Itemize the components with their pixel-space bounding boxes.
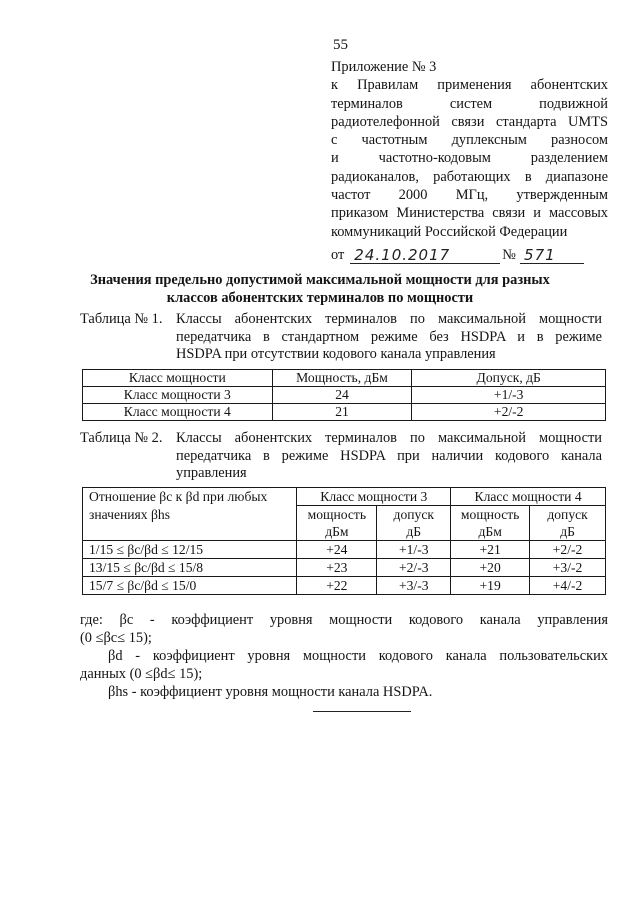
table-cell: 21 <box>272 404 412 421</box>
note-line: βd - коэффициент уровня мощности кодового канала пользовательских <box>108 648 608 664</box>
subheader-power-unit: дБм <box>297 523 377 541</box>
header-tolerance-db: Допуск, дБ <box>412 370 606 387</box>
table-row <box>83 541 606 559</box>
subheader-power: мощность <box>297 506 377 524</box>
table-cell: +3/-2 <box>530 559 606 577</box>
table-cell: +2/-3 <box>377 559 451 577</box>
power-class-table-2 <box>82 487 606 595</box>
table-cell: +4/-2 <box>530 577 606 595</box>
appendix-line: Приложение № 3 <box>331 59 437 75</box>
header-ratio-line: значениях βhs <box>89 507 171 522</box>
table-cell: Класс мощности 4 <box>83 404 273 421</box>
header-power-dbm: Мощность, дБм <box>272 370 412 387</box>
definitions-notes <box>80 611 608 701</box>
end-divider <box>313 711 411 712</box>
table-cell: +2/-2 <box>530 541 606 559</box>
table2-caption-line: передатчика в режиме HSDPA при наличии кодового канала <box>176 447 602 464</box>
table-cell: 1/15 ≤ βc/βd ≤ 12/15 <box>83 541 297 559</box>
header-class-4: Класс мощности 4 <box>451 488 606 506</box>
table-cell: +24 <box>297 541 377 559</box>
header-class-3: Класс мощности 3 <box>297 488 451 506</box>
handwritten-date: 24.10.2017 <box>350 247 500 264</box>
table-cell: Класс мощности 3 <box>83 387 273 404</box>
table1-caption-line: HSDPA при отсутствии кодового канала управления <box>176 346 496 362</box>
table-cell: +3/-3 <box>377 577 451 595</box>
note-line: где: βc - коэффициент уровня мощности кодового канала управления <box>80 612 608 628</box>
subheader-tolerance-unit: дБ <box>377 523 451 541</box>
appendix-line: приказом Министерства связи и массовых <box>331 205 608 222</box>
table-cell: 24 <box>272 387 412 404</box>
subheader-power-unit: дБм <box>451 523 530 541</box>
table-header-row <box>83 370 606 387</box>
appendix-line: коммуникаций Российской Федерации <box>331 223 568 240</box>
header-ratio <box>83 488 297 541</box>
date-prefix: от <box>331 246 345 263</box>
table2-caption-line: управления <box>176 465 247 481</box>
appendix-line: к Правилам применения абонентских <box>331 77 608 94</box>
table1-caption <box>80 311 602 364</box>
table-row <box>83 387 606 404</box>
header-power-class: Класс мощности <box>83 370 273 387</box>
table-cell: 13/15 ≤ βc/βd ≤ 15/8 <box>83 559 297 577</box>
table2-caption <box>80 430 602 483</box>
appendix-line: частот 2000 МГц, утвержденным <box>331 187 608 204</box>
table1-caption-line: Классы абонентских терминалов по максимальной мощности <box>176 311 602 327</box>
subheader-tolerance: допуск <box>530 506 606 524</box>
power-class-table-1 <box>82 369 606 421</box>
order-date-number-row <box>331 242 608 264</box>
appendix-line: радиотелефонной связи стандарта UMTS <box>331 113 608 130</box>
appendix-line: с частотным дуплексным разносом <box>331 132 608 149</box>
section-heading <box>90 271 550 307</box>
note-line: βhs - коэффициент уровня мощности канала HSDPA. <box>108 684 433 700</box>
table-row <box>83 559 606 577</box>
table-cell: +21 <box>451 541 530 559</box>
table-cell: 15/7 ≤ βc/βd ≤ 15/0 <box>83 577 297 595</box>
table2-caption-lead: Таблица № 2. <box>80 430 163 446</box>
table2-caption-line: Классы абонентских терминалов по максимальной мощности <box>176 430 602 446</box>
appendix-line: и частотно-кодовым разделением <box>331 150 608 167</box>
note-line: данных (0 ≤βd≤ 15); <box>80 666 203 682</box>
heading-line: Значения предельно допустимой максимальной мощности для разных <box>90 272 550 288</box>
appendix-line: терминалов систем подвижной <box>331 95 608 112</box>
table-cell: +1/-3 <box>412 387 606 404</box>
table-cell: +2/-2 <box>412 404 606 421</box>
table-row <box>83 577 606 595</box>
appendix-reference <box>331 58 608 264</box>
subheader-tolerance: допуск <box>377 506 451 524</box>
handwritten-number: 571 <box>520 247 584 264</box>
appendix-line: радиоканалов, работающих в диапазоне <box>331 168 608 185</box>
number-prefix: № <box>502 246 517 263</box>
table-cell: +20 <box>451 559 530 577</box>
heading-line: классов абонентских терминалов по мощности <box>166 290 474 306</box>
table-cell: +1/-3 <box>377 541 451 559</box>
header-ratio-line: Отношение βc к βd при любых <box>89 489 268 504</box>
table-cell: +22 <box>297 577 377 595</box>
table1-caption-line: передатчика в стандартном режиме без HSDPA и в режиме <box>176 328 602 345</box>
table1-caption-lead: Таблица № 1. <box>80 311 163 327</box>
table-row <box>83 404 606 421</box>
subheader-power: мощность <box>451 506 530 524</box>
note-line: (0 ≤βc≤ 15); <box>80 630 152 646</box>
subheader-tolerance-unit: дБ <box>530 523 606 541</box>
table-cell: +23 <box>297 559 377 577</box>
table-cell: +19 <box>451 577 530 595</box>
table-header-row <box>83 488 606 506</box>
page-number: 55 <box>333 37 348 53</box>
